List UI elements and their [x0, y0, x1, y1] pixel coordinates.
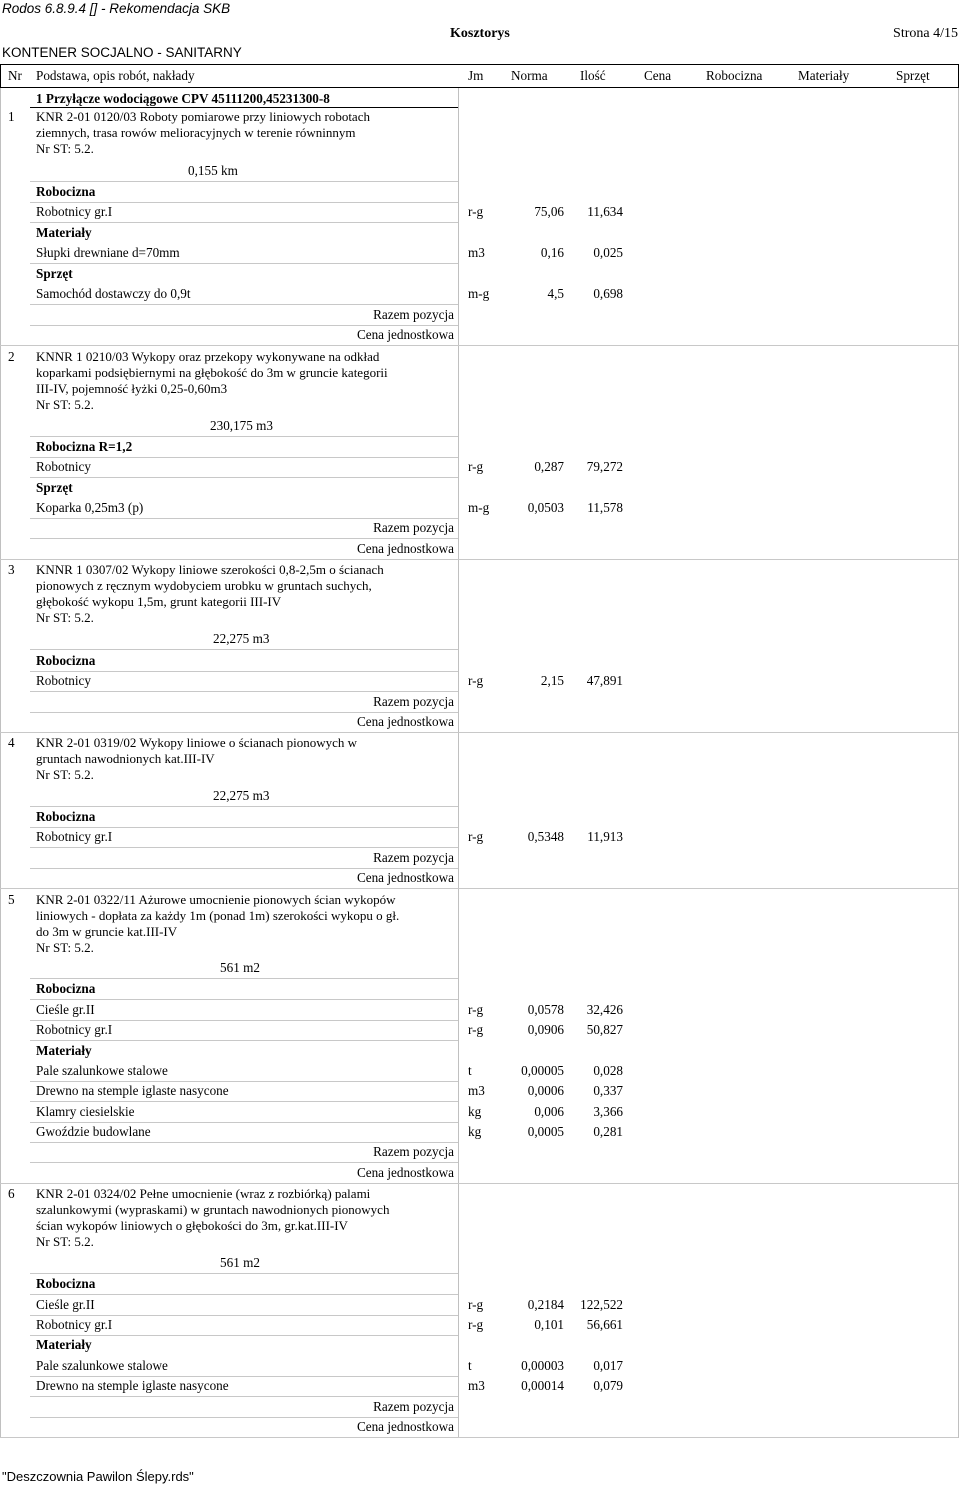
resource-jm: m3: [468, 1378, 485, 1393]
item-description-line: KNR 2-01 0322/11 Ażurowe umocnienie pionowych ścian wykopów: [36, 892, 396, 907]
item-quantity: 230,175 m3: [210, 418, 274, 433]
resource-jm: r-g: [468, 1022, 484, 1037]
razem-pozycja-label: Razem pozycja: [373, 1399, 454, 1414]
razem-pozycja-label: Razem pozycja: [373, 307, 454, 322]
row-divider: [30, 1020, 458, 1021]
resource-ilosc: 56,661: [586, 1317, 623, 1332]
col-podstawa: Podstawa, opis robót, nakłady: [36, 68, 195, 83]
col-materialy: Materiały: [798, 68, 850, 83]
resource-jm: r-g: [468, 1297, 484, 1312]
item-st-label: Nr ST: 5.2.: [36, 610, 94, 625]
item-number: 1: [8, 109, 15, 124]
robocizna-heading: Robocizna: [36, 981, 96, 996]
item-description-line: KNNR 1 0210/03 Wykopy oraz przekopy wykonywane na odkład: [36, 349, 380, 364]
row-divider: [30, 649, 458, 650]
item-st-label: Nr ST: 5.2.: [36, 940, 94, 955]
resource-jm: t: [468, 1358, 472, 1373]
resource-norma: 0,101: [534, 1317, 564, 1332]
resource-ilosc: 0,025: [593, 245, 623, 260]
row-divider: [30, 1396, 458, 1397]
item-quantity: 561 m2: [220, 960, 260, 975]
robocizna-heading: Robocizna: [36, 653, 96, 668]
resource-norma: 0,0005: [527, 1124, 564, 1139]
section-title: 1 Przyłącze wodociągowe CPV 45111200,45231300-8: [36, 91, 330, 106]
row-divider: [30, 712, 458, 713]
item-st-label: Nr ST: 5.2.: [36, 141, 94, 156]
doc-title: Kosztorys: [450, 26, 510, 41]
resource-name: Robotnicy gr.I: [36, 1317, 113, 1332]
item-quantity: 22,275 m3: [213, 631, 270, 646]
row-divider: [30, 1376, 458, 1377]
col-robocizna: Robocizna: [706, 68, 763, 83]
resource-norma: 0,00003: [521, 1358, 564, 1373]
resource-name: Drewno na stemple iglaste nasycone: [36, 1083, 229, 1098]
resource-ilosc: 0,281: [593, 1124, 623, 1139]
materialy-heading: Materiały: [36, 1337, 92, 1352]
resource-ilosc: 0,028: [593, 1063, 623, 1078]
cena-jednostkowa-label: Cena jednostkowa: [356, 1165, 454, 1180]
materialy-heading: Materiały: [36, 225, 92, 240]
row-divider: [30, 691, 458, 692]
resource-name: Koparka 0,25m3 (p): [36, 500, 144, 515]
row-divider: [30, 263, 458, 264]
resource-norma: 0,0906: [527, 1022, 564, 1037]
robocizna-heading: Robocizna: [36, 1276, 96, 1291]
razem-pozycja-label: Razem pozycja: [373, 694, 454, 709]
row-divider: [30, 1273, 458, 1274]
row-divider: [30, 436, 458, 437]
item-quantity: 22,275 m3: [213, 788, 270, 803]
resource-name: Cieśle gr.II: [36, 1002, 95, 1017]
resource-jm: kg: [468, 1104, 482, 1119]
materialy-heading: Materiały: [36, 1043, 92, 1058]
col-cena: Cena: [644, 68, 672, 83]
row-divider: [30, 457, 458, 458]
resource-jm: m3: [468, 1083, 485, 1098]
row-divider: [30, 671, 458, 672]
row-divider: [30, 477, 458, 478]
resource-name: Cieśle gr.II: [36, 1297, 95, 1312]
resource-name: Słupki drewniane d=70mm: [36, 245, 180, 260]
cena-jednostkowa-label: Cena jednostkowa: [356, 870, 454, 885]
resource-norma: 4,5: [547, 286, 564, 301]
resource-name: Pale szalunkowe stalowe: [36, 1358, 168, 1373]
razem-pozycja-label: Razem pozycja: [373, 520, 454, 535]
row-divider: [30, 518, 458, 519]
row-divider: [30, 1335, 458, 1336]
resource-jm: r-g: [468, 829, 484, 844]
resource-name: Robotnicy: [36, 459, 91, 474]
page-number: Strona 4/15: [893, 26, 958, 41]
row-divider: [30, 222, 458, 223]
item-st-label: Nr ST: 5.2.: [36, 397, 94, 412]
resource-ilosc: 0,017: [593, 1358, 623, 1373]
cena-jednostkowa-label: Cena jednostkowa: [356, 327, 454, 342]
row-divider: [0, 1437, 958, 1438]
col-norma: Norma: [511, 68, 548, 83]
sprzet-heading: Sprzęt: [36, 266, 73, 281]
item-description-line: III-IV, pojemność łyżki 0,25-0,60m3: [36, 381, 228, 396]
row-divider: [30, 978, 458, 979]
resource-name: Klamry ciesielskie: [36, 1104, 135, 1119]
cena-jednostkowa-label: Cena jednostkowa: [356, 714, 454, 729]
resource-jm: m3: [468, 245, 485, 260]
row-divider: [30, 304, 458, 305]
row-divider: [30, 1122, 458, 1123]
footer-filename: "Deszczownia Pawilon Ślepy.rds": [2, 1469, 194, 1484]
row-divider: [30, 202, 458, 203]
row-divider: [30, 1162, 458, 1163]
row-divider: [30, 806, 458, 807]
item-number: 3: [8, 562, 15, 577]
resource-name: Robotnicy gr.I: [36, 204, 113, 219]
item-st-label: Nr ST: 5.2.: [36, 767, 94, 782]
razem-pozycja-label: Razem pozycja: [373, 1144, 454, 1159]
resource-name: Gwoździe budowlane: [36, 1124, 151, 1139]
resource-ilosc: 11,913: [587, 829, 623, 844]
resource-ilosc: 47,891: [586, 673, 623, 688]
cena-jednostkowa-label: Cena jednostkowa: [356, 1419, 454, 1434]
row-divider: [30, 1417, 458, 1418]
row-divider: [30, 538, 458, 539]
project-name: KONTENER SOCJALNO - SANITARNY: [2, 45, 242, 60]
resource-name: Robotnicy gr.I: [36, 829, 113, 844]
resource-jm: m-g: [468, 500, 490, 515]
app-title: Rodos 6.8.9.4 [] - Rekomendacja SKB: [2, 1, 231, 16]
resource-ilosc: 50,827: [586, 1022, 623, 1037]
item-description-line: szalunkowymi (wypraskami) w gruntach nawodnionych pionowych: [36, 1202, 390, 1217]
resource-jm: kg: [468, 1124, 482, 1139]
sprzet-heading: Sprzęt: [36, 480, 73, 495]
row-divider: [30, 1294, 458, 1295]
resource-norma: 0,0578: [527, 1002, 564, 1017]
resource-ilosc: 0,079: [593, 1378, 623, 1393]
resource-norma: 75,06: [534, 204, 564, 219]
item-number: 4: [8, 735, 15, 750]
item-description-line: KNR 2-01 0120/03 Roboty pomiarowe przy liniowych robotach: [36, 109, 370, 124]
col-nr: Nr: [8, 68, 22, 83]
row-divider: [0, 345, 958, 346]
row-divider: [0, 888, 958, 889]
resource-jm: r-g: [468, 673, 484, 688]
resource-jm: t: [468, 1063, 472, 1078]
resource-jm: m-g: [468, 286, 490, 301]
row-divider: [30, 1142, 458, 1143]
item-description-line: koparkami podsiębiernymi na głębokość do 3m w gruncie kategorii: [36, 365, 388, 380]
row-divider: [30, 999, 458, 1000]
item-description-line: ścian wykopów liniowych o głębokości do 3m, gr.kat.III-IV: [36, 1218, 348, 1233]
row-divider: [0, 559, 958, 560]
col-ilosc: Ilość: [580, 68, 606, 83]
item-description-line: pionowych z ręcznym wydobyciem urobku w gruntach suchych,: [36, 578, 372, 593]
resource-name: Samochód dostawczy do 0,9t: [36, 286, 191, 301]
resource-norma: 0,006: [534, 1104, 564, 1119]
razem-pozycja-label: Razem pozycja: [373, 850, 454, 865]
resource-ilosc: 122,522: [580, 1297, 623, 1312]
item-number: 2: [8, 349, 15, 364]
resource-ilosc: 11,578: [587, 500, 623, 515]
resource-norma: 0,287: [534, 459, 564, 474]
row-divider: [30, 181, 458, 182]
item-quantity: 561 m2: [220, 1255, 260, 1270]
resource-jm: r-g: [468, 204, 484, 219]
item-description-line: ziemnych, trasa rowów melioracyjnych w terenie równinnym: [36, 125, 356, 140]
item-number: 5: [8, 892, 15, 907]
row-divider: [30, 868, 458, 869]
row-divider: [30, 847, 458, 848]
resource-norma: 0,0006: [527, 1083, 564, 1098]
item-description-line: liniowych - dopłata za każdy 1m (ponad 1m) szerokości wykopu o gł.: [36, 908, 400, 923]
resource-norma: 0,0503: [527, 500, 564, 515]
robocizna-heading: Robocizna: [36, 184, 96, 199]
item-description-line: do 3m w gruncie kat.III-IV: [36, 924, 178, 939]
item-description-line: gruntach nawodnionych kat.III-IV: [36, 751, 215, 766]
resource-name: Robotnicy: [36, 673, 91, 688]
resource-norma: 0,5348: [527, 829, 564, 844]
item-description-line: KNNR 1 0307/02 Wykopy liniowe szerokości 0,8-2,5m o ścianach: [36, 562, 384, 577]
item-description-line: KNR 2-01 0324/02 Pełne umocnienie (wraz z rozbiórką) palami: [36, 1186, 371, 1201]
resource-norma: 2,15: [540, 673, 564, 688]
item-description-line: KNR 2-01 0319/02 Wykopy liniowe o ścianach pionowych w: [36, 735, 358, 750]
resource-name: Drewno na stemple iglaste nasycone: [36, 1378, 229, 1393]
resource-ilosc: 11,634: [587, 204, 623, 219]
item-quantity: 0,155 km: [188, 163, 238, 178]
resource-norma: 0,00014: [521, 1378, 564, 1393]
resource-norma: 0,2184: [527, 1297, 564, 1312]
resource-ilosc: 3,366: [593, 1104, 623, 1119]
resource-name: Robotnicy gr.I: [36, 1022, 113, 1037]
robocizna-heading: Robocizna R=1,2: [36, 439, 133, 454]
col-jm: Jm: [468, 68, 484, 83]
item-number: 6: [8, 1186, 15, 1201]
resource-name: Pale szalunkowe stalowe: [36, 1063, 168, 1078]
row-divider: [30, 325, 458, 326]
resource-ilosc: 79,272: [586, 459, 623, 474]
row-divider: [30, 1081, 458, 1082]
resource-ilosc: 0,337: [593, 1083, 623, 1098]
resource-jm: r-g: [468, 1002, 484, 1017]
robocizna-heading: Robocizna: [36, 809, 96, 824]
resource-norma: 0,00005: [521, 1063, 564, 1078]
row-divider: [30, 827, 458, 828]
resource-jm: r-g: [468, 1317, 484, 1332]
item-st-label: Nr ST: 5.2.: [36, 1234, 94, 1249]
col-sprzet: Sprzęt: [896, 68, 930, 83]
row-divider: [30, 1315, 458, 1316]
resource-ilosc: 0,698: [593, 286, 623, 301]
resource-norma: 0,16: [540, 245, 564, 260]
row-divider: [30, 1101, 458, 1102]
resource-jm: r-g: [468, 459, 484, 474]
row-divider: [30, 1040, 458, 1041]
cena-jednostkowa-label: Cena jednostkowa: [356, 541, 454, 556]
row-divider: [0, 1183, 958, 1184]
resource-ilosc: 32,426: [586, 1002, 623, 1017]
row-divider: [0, 732, 958, 733]
item-description-line: głębokość wykopu 1,5m, grunt kategorii III-IV: [36, 594, 282, 609]
